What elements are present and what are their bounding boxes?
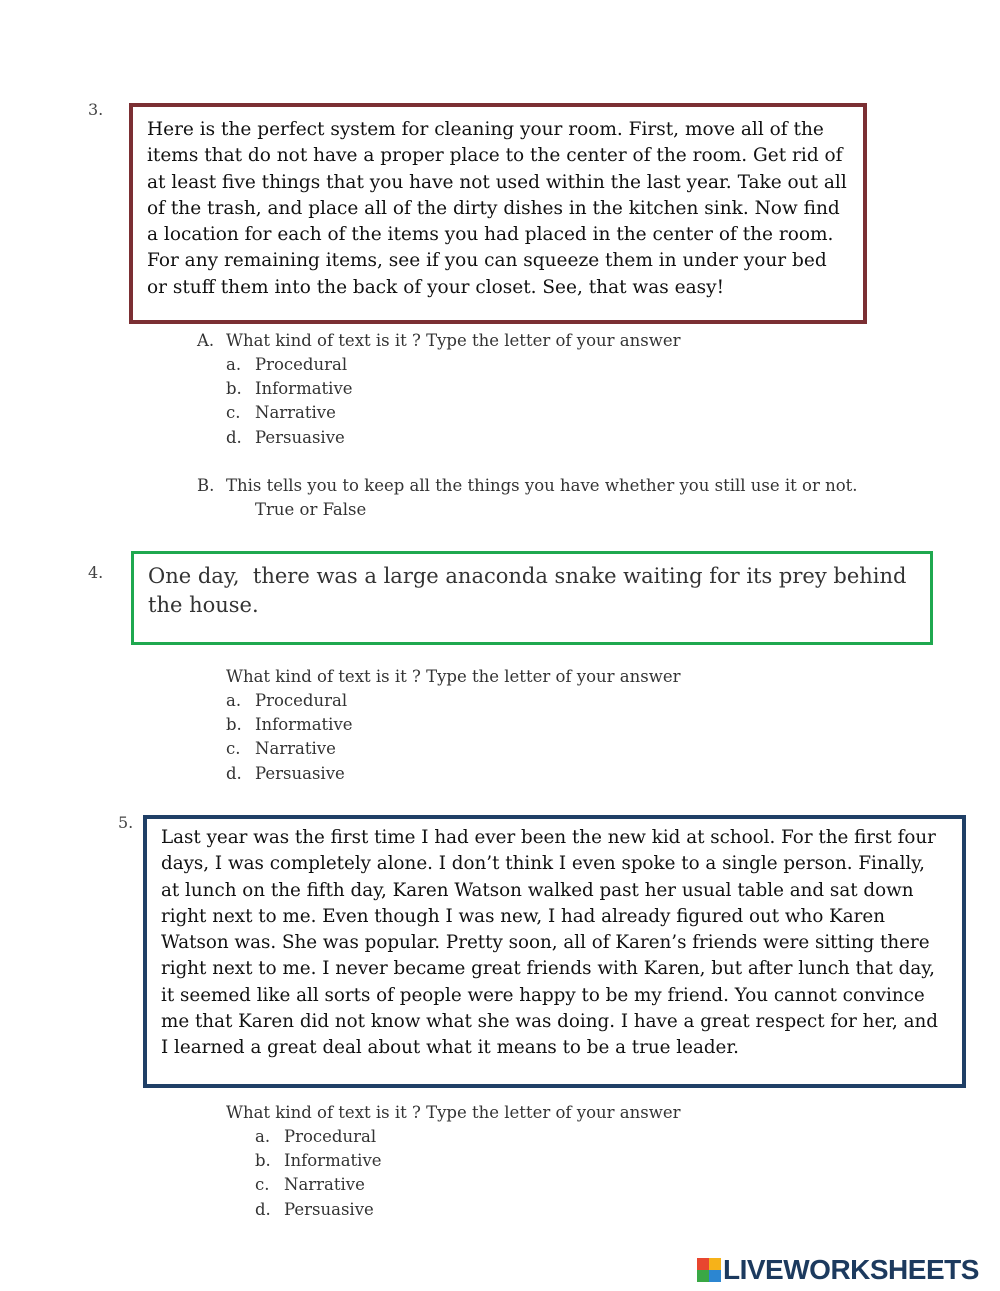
- q4-option-a: a. Procedural: [226, 691, 348, 710]
- passage-box-3: [129, 103, 867, 324]
- logo-square-red: [697, 1258, 709, 1270]
- q4-option-b: b. Informative: [226, 715, 353, 734]
- q3-option-b: b. Informative: [226, 379, 353, 398]
- logo-square-green: [697, 1270, 709, 1282]
- passage-box-4: [131, 551, 933, 645]
- q5-option-c: c. Narrative: [255, 1175, 365, 1194]
- liveworksheets-logo-icon: [697, 1258, 721, 1282]
- q3-part-b-question: This tells you to keep all the things you have whether you still use it or not.: [226, 476, 858, 495]
- q4-option-c: c. Narrative: [226, 739, 336, 758]
- q3-option-d: d. Persuasive: [226, 428, 345, 447]
- q3-part-a-question: What kind of text is it ? Type the letter of your answer: [226, 331, 681, 350]
- q5-option-d: d. Persuasive: [255, 1200, 374, 1219]
- q5-option-a: a. Procedural: [255, 1127, 377, 1146]
- passage-text-4: One day, there was a large anaconda snake waiting for its prey behind the house.: [148, 564, 914, 617]
- q5-option-b: b. Informative: [255, 1151, 382, 1170]
- q3-option-a: a. Procedural: [226, 355, 348, 374]
- q4-option-d: d. Persuasive: [226, 764, 345, 783]
- question-number-5: 5.: [118, 813, 134, 832]
- question-number-4: 4.: [88, 563, 104, 582]
- q3-option-c: c. Narrative: [226, 403, 336, 422]
- logo-square-yellow: [709, 1258, 721, 1270]
- question-number-3: 3.: [88, 100, 104, 119]
- logo-square-blue: [709, 1270, 721, 1282]
- q5-question: What kind of text is it ? Type the letter of your answer: [226, 1103, 681, 1122]
- q3-part-b-label: B.: [197, 476, 215, 495]
- passage-text-3: Here is the perfect system for cleaning your room. First, move all of the items that do not have a proper place to the center of the room. Get rid of at least five things that you have not used within the last year. Take out all of the trash, and place all of the dirty dishes in the kitchen sink. Now find a location for each of the items you had placed in the center of the room. For any remaining items, see if you can squeeze them in under your bed or stuff them into the back of your closet. See, that was easy!: [147, 119, 853, 298]
- q4-question: What kind of text is it ? Type the letter of your answer: [226, 667, 681, 686]
- liveworksheets-logo: [697, 1255, 979, 1285]
- liveworksheets-logo-text: LIVEWORKSHEETS: [723, 1254, 979, 1285]
- q3-part-b-answer-format: True or False: [255, 500, 367, 519]
- q3-part-a-label: A.: [197, 331, 215, 350]
- passage-text-5: Last year was the first time I had ever been the new kid at school. For the first four days, I was completely alone. I don’t think I even spoke to a single person. Finally, at lunch on the fifth day, Karen Watson walked past her usual table and sat down right next to me. Even though I was new, I had already figured out who Karen Watson was. She was popular. Pretty soon, all of Karen’s friends were sitting there right next to me. I never became great friends with Karen, but after lunch that day, it seemed like all sorts of people were happy to be my friend. You cannot convince me that Karen did not know what she was doing. I have a great respect for her, and I learned a great deal about what it means to be a true leader.: [161, 827, 944, 1059]
- passage-box-5: [143, 815, 966, 1088]
